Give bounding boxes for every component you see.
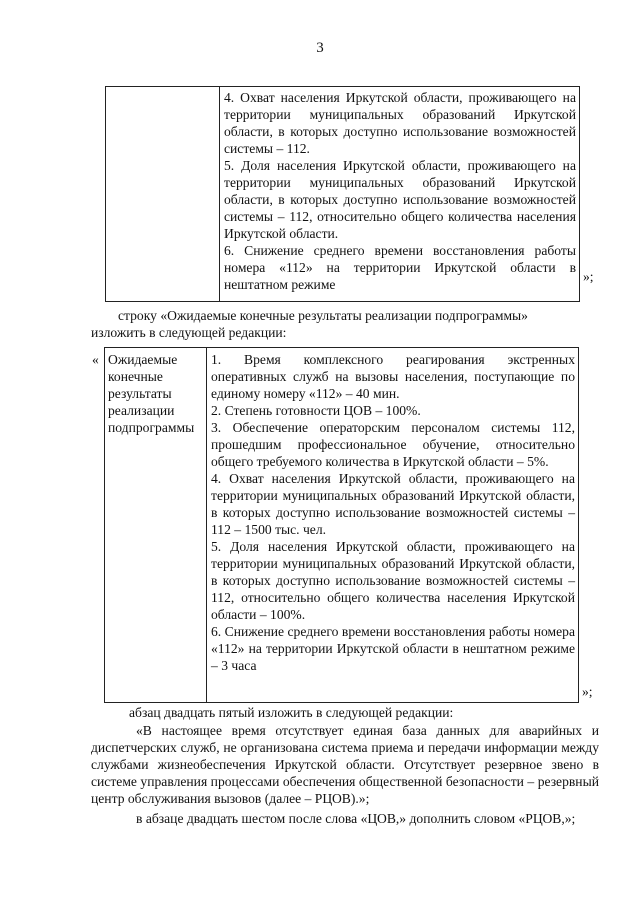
- paragraph-25-intro: абзац двадцать пятый изложить в следующей редакции:: [129, 705, 454, 720]
- paragraph-replace-line-intro: строку «Ожидаемые конечные результаты реализации подпрограммы»: [118, 308, 528, 323]
- table-previous-results: [105, 86, 580, 302]
- paragraph-26-amendment: в абзаце двадцать шестом после слова «ЦОВ,» дополнить словом «РЦОВ,»;: [136, 811, 576, 826]
- table2-item-6: 6. Снижение среднего времени восстановления работы номера «112» на территории Иркутской области в нештатном режиме – 3 часа: [211, 624, 575, 673]
- table2-open-quote: «: [92, 352, 99, 367]
- table2-closing-quote: »;: [582, 684, 593, 699]
- table1-item-5: 5. Доля населения Иркутской области, проживающего на территории муниципальных образований Иркутской области, в которых доступно использование возможностей системы – 112, относительно общего количества населения Иркутской области.: [224, 158, 576, 241]
- table2-item-1: 1. Время комплексного реагирования экстренных оперативных служб на вызовы населения, поступающие по единому номеру «112» – 40 мин.: [211, 352, 575, 401]
- table2-item-5: 5. Доля населения Иркутской области, проживающего на территории муниципальных образований Иркутской области, в которых доступно использование возможностей системы – 112, относительно общего количества населения Иркутской области – 100%.: [211, 539, 575, 622]
- table2-label-cell: Ожидаемые конечные результаты реализации подпрограммы: [105, 348, 207, 703]
- table1-closing-quote: »;: [583, 269, 594, 284]
- page-number: 3: [316, 40, 324, 56]
- table1-item-4: 4. Охват населения Иркутской области, проживающего на территории муниципальных образований Иркутской области, в которых доступно использование возможностей системы – 112.: [224, 90, 576, 156]
- paragraph-replace-line-cont: изложить в следующей редакции:: [91, 325, 287, 340]
- table2-item-2: 2. Степень готовности ЦОВ – 100%.: [211, 403, 421, 418]
- table-results-cell: [220, 87, 580, 302]
- table-new-results: [104, 347, 579, 703]
- table2-item-4: 4. Охват населения Иркутской области, проживающего на территории муниципальных образований Иркутской области, в которых доступно использование возможностей системы – 112 – 1500 тыс. чел.: [211, 471, 575, 537]
- table2-item-3: 3. Обеспечение операторским персоналом системы 112, прошедшим профессиональное обучение, относительно общего требуемого количества в Иркутской области – 5%.: [211, 420, 575, 469]
- table1-item-6: 6. Снижение среднего времени восстановления работы номера «112» на территории Иркутской области в нештатном режиме: [224, 243, 576, 292]
- table2-results-cell: [207, 348, 579, 703]
- paragraph-25-text: «В настоящее время отсутствует единая база данных для аварийных и диспетчерских служб, не организована система приема и передачи информации между службами жизнеобеспечения Иркутской области. Отсутствует резервное звено в системе управления процессами обеспечения общественной безопасности – резервный центр обслуживания вызовов (далее – РЦОВ).»;: [91, 723, 599, 806]
- table-empty-cell: [106, 87, 220, 302]
